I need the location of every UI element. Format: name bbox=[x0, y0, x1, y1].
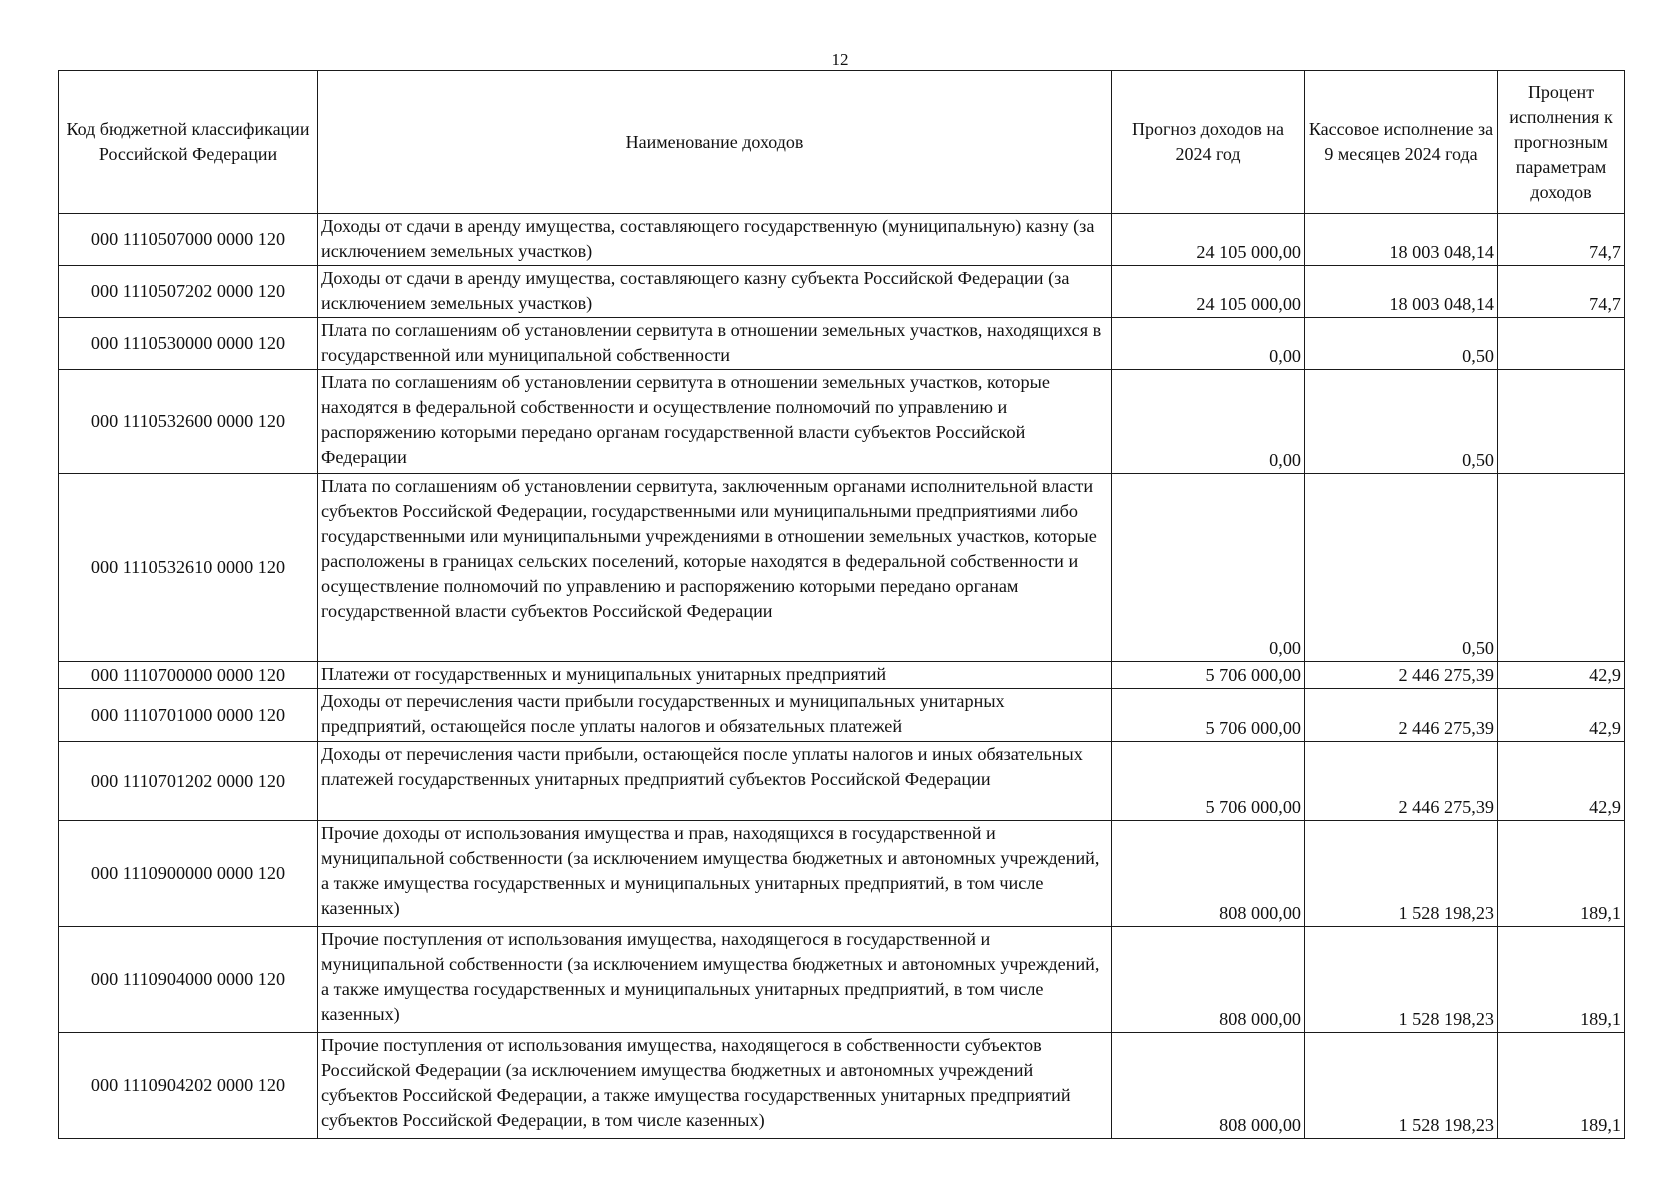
header-code: Код бюджетной классификации Российской Федерации bbox=[59, 71, 318, 214]
actual-amount: 0,50 bbox=[1305, 474, 1498, 662]
execution-percent bbox=[1498, 474, 1625, 662]
execution-percent: 42,9 bbox=[1498, 662, 1625, 689]
forecast-amount: 5 706 000,00 bbox=[1112, 742, 1305, 821]
execution-percent: 74,7 bbox=[1498, 266, 1625, 318]
budget-code: 000 1110904202 0000 120 bbox=[59, 1033, 318, 1139]
revenue-name: Доходы от сдачи в аренду имущества, составляющего государственную (муниципальную) казну (за исключением земельных участков) bbox=[318, 214, 1112, 266]
revenue-name: Прочие поступления от использования имущества, находящегося в государственной и муниципальной собственности (за исключением имущества бюджетных и автономных учреждений, а также имущества государственных и муниципальных унитарных предприятий, в том числе казенных) bbox=[318, 927, 1112, 1033]
forecast-amount: 24 105 000,00 bbox=[1112, 214, 1305, 266]
execution-percent: 189,1 bbox=[1498, 821, 1625, 927]
actual-amount: 1 528 198,23 bbox=[1305, 927, 1498, 1033]
revenue-table bbox=[58, 70, 1625, 1139]
revenue-name: Плата по соглашениям об установлении сервитута в отношении земельных участков, находящихся в государственной или муниципальной собственности bbox=[318, 318, 1112, 370]
table-row bbox=[59, 821, 1625, 927]
revenue-name: Доходы от сдачи в аренду имущества, составляющего казну субъекта Российской Федерации (за исключением земельных участков) bbox=[318, 266, 1112, 318]
forecast-amount: 0,00 bbox=[1112, 370, 1305, 474]
forecast-amount: 808 000,00 bbox=[1112, 927, 1305, 1033]
table-row bbox=[59, 1033, 1625, 1139]
table-row bbox=[59, 318, 1625, 370]
revenue-name: Плата по соглашениям об установлении сервитута в отношении земельных участков, которые находятся в федеральной собственности и осуществление полномочий по управлению и распоряжению которыми передано органам государственной власти субъектов Российской Федерации bbox=[318, 370, 1112, 474]
table-row bbox=[59, 214, 1625, 266]
header-name: Наименование доходов bbox=[318, 71, 1112, 214]
header-forecast: Прогноз доходов на 2024 год bbox=[1112, 71, 1305, 214]
forecast-amount: 5 706 000,00 bbox=[1112, 689, 1305, 742]
actual-amount: 2 446 275,39 bbox=[1305, 742, 1498, 821]
table-row bbox=[59, 474, 1625, 662]
actual-amount: 1 528 198,23 bbox=[1305, 821, 1498, 927]
budget-code: 000 1110701000 0000 120 bbox=[59, 689, 318, 742]
header-actual: Кассовое исполнение за 9 месяцев 2024 года bbox=[1305, 71, 1498, 214]
table-row bbox=[59, 927, 1625, 1033]
revenue-name: Доходы от перечисления части прибыли государственных и муниципальных унитарных предприятий, остающейся после уплаты налогов и обязательных платежей bbox=[318, 689, 1112, 742]
page-number: 12 bbox=[831, 50, 849, 69]
budget-code: 000 1110530000 0000 120 bbox=[59, 318, 318, 370]
table-row bbox=[59, 742, 1625, 821]
execution-percent: 42,9 bbox=[1498, 742, 1625, 821]
forecast-amount: 0,00 bbox=[1112, 318, 1305, 370]
forecast-amount: 808 000,00 bbox=[1112, 821, 1305, 927]
forecast-amount: 24 105 000,00 bbox=[1112, 266, 1305, 318]
execution-percent: 189,1 bbox=[1498, 1033, 1625, 1139]
forecast-amount: 808 000,00 bbox=[1112, 1033, 1305, 1139]
actual-amount: 2 446 275,39 bbox=[1305, 689, 1498, 742]
execution-percent: 189,1 bbox=[1498, 927, 1625, 1033]
budget-code: 000 1110532610 0000 120 bbox=[59, 474, 318, 662]
execution-percent bbox=[1498, 318, 1625, 370]
budget-code: 000 1110701202 0000 120 bbox=[59, 742, 318, 821]
actual-amount: 18 003 048,14 bbox=[1305, 266, 1498, 318]
forecast-amount: 0,00 bbox=[1112, 474, 1305, 662]
budget-code: 000 1110700000 0000 120 bbox=[59, 662, 318, 689]
table-row bbox=[59, 370, 1625, 474]
revenue-name: Платежи от государственных и муниципальных унитарных предприятий bbox=[318, 662, 1112, 689]
table-row bbox=[59, 689, 1625, 742]
execution-percent: 74,7 bbox=[1498, 214, 1625, 266]
table-row bbox=[59, 662, 1625, 689]
budget-code: 000 1110507202 0000 120 bbox=[59, 266, 318, 318]
revenue-name: Прочие доходы от использования имущества и прав, находящихся в государственной и муниципальной собственности (за исключением имущества бюджетных и автономных учреждений, а также имущества государственных и муниципальных унитарных предприятий, в том числе казенных) bbox=[318, 821, 1112, 927]
actual-amount: 1 528 198,23 bbox=[1305, 1033, 1498, 1139]
revenue-name: Прочие поступления от использования имущества, находящегося в собственности субъектов Российской Федерации (за исключением имущества бюджетных и автономных учреждений субъектов Российской Федерации, а также имущества государственных унитарных предприятий субъектов Российской Федерации, в том числе казенных) bbox=[318, 1033, 1112, 1139]
execution-percent: 42,9 bbox=[1498, 689, 1625, 742]
actual-amount: 18 003 048,14 bbox=[1305, 214, 1498, 266]
budget-code: 000 1110904000 0000 120 bbox=[59, 927, 318, 1033]
revenue-name: Доходы от перечисления части прибыли, остающейся после уплаты налогов и иных обязательных платежей государственных унитарных предприятий субъектов Российской Федерации bbox=[318, 742, 1112, 821]
header-percent: Процент исполнения к прогнозным параметрам доходов bbox=[1498, 71, 1625, 214]
budget-code: 000 1110507000 0000 120 bbox=[59, 214, 318, 266]
forecast-amount: 5 706 000,00 bbox=[1112, 662, 1305, 689]
table-header-row bbox=[59, 71, 1625, 214]
revenue-name: Плата по соглашениям об установлении сервитута, заключенным органами исполнительной власти субъектов Российской Федерации, государственными или муниципальными предприятиями либо государственными или муниципальными учреждениями в отношении земельных участков, которые расположены в границах сельских поселений, которые находятся в федеральной собственности и осуществление полномочий по управлению и распоряжению которыми передано органам государственной власти субъектов Российской Федерации bbox=[318, 474, 1112, 662]
table-row bbox=[59, 266, 1625, 318]
actual-amount: 0,50 bbox=[1305, 370, 1498, 474]
budget-code: 000 1110532600 0000 120 bbox=[59, 370, 318, 474]
execution-percent bbox=[1498, 370, 1625, 474]
actual-amount: 2 446 275,39 bbox=[1305, 662, 1498, 689]
actual-amount: 0,50 bbox=[1305, 318, 1498, 370]
budget-code: 000 1110900000 0000 120 bbox=[59, 821, 318, 927]
